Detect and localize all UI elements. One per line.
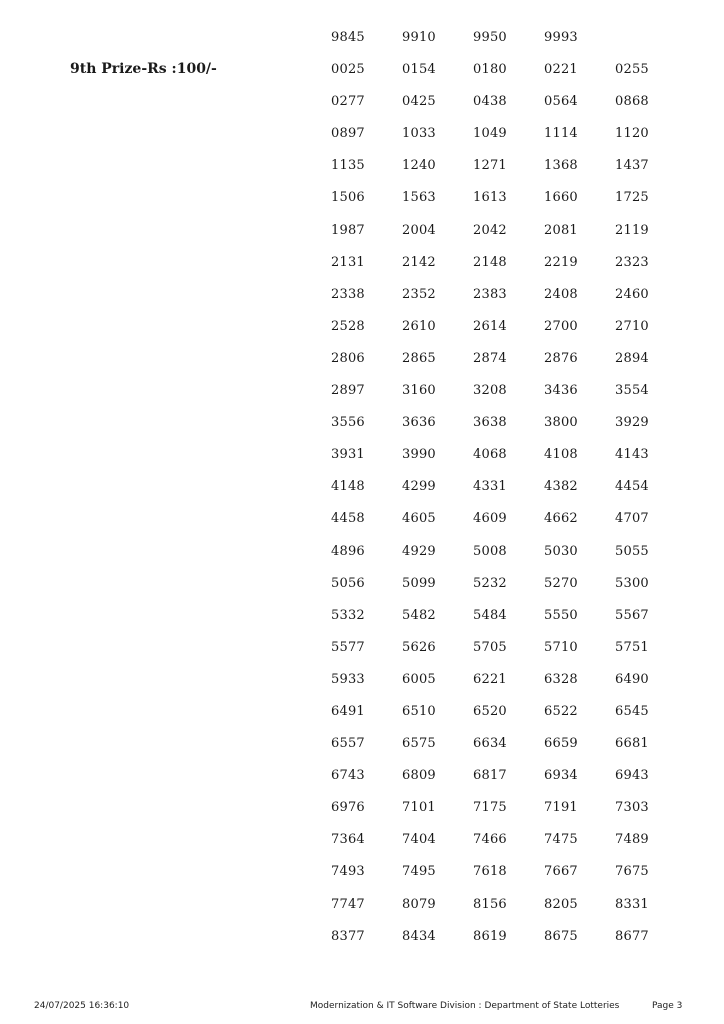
ticket-number: 2806 (331, 350, 365, 366)
ticket-number: 5751 (615, 639, 649, 655)
ticket-number: 9845 (331, 30, 365, 45)
ticket-row (331, 223, 686, 255)
ticket-number: 4929 (402, 543, 436, 559)
ticket-number: 2219 (544, 254, 578, 270)
ticket-number: 2119 (615, 222, 649, 238)
ticket-number: 3990 (402, 447, 436, 463)
ticket-number: 1114 (544, 126, 578, 142)
ticket-number: 6659 (544, 736, 578, 752)
ticket-row (331, 608, 686, 640)
ticket-row (331, 832, 686, 864)
ticket-number: 0180 (473, 62, 507, 78)
ticket-number: 5232 (473, 575, 507, 591)
ticket-number: 8331 (615, 896, 649, 912)
ticket-number: 6943 (615, 768, 649, 784)
ticket-number: 7675 (615, 864, 649, 880)
ticket-number: 5484 (473, 607, 507, 623)
ticket-number: 1613 (473, 190, 507, 206)
ticket-number: 6545 (615, 703, 649, 719)
ticket-number: 2004 (402, 222, 436, 238)
ticket-number: 6522 (544, 703, 578, 719)
ticket-number: 7475 (544, 832, 578, 848)
ticket-row (331, 319, 686, 351)
ticket-number: 7404 (402, 832, 436, 848)
ticket-number: 3636 (402, 415, 436, 431)
ticket-number: 2610 (402, 318, 436, 334)
ticket-row (331, 255, 686, 287)
footer-division-text: Modernization & IT Software Division : Department of State Lotteries (310, 1001, 620, 1011)
ticket-number: 6817 (473, 768, 507, 784)
ticket-number: 2323 (615, 254, 649, 270)
ticket-row (331, 864, 686, 896)
ticket-number: 8675 (544, 928, 578, 944)
ticket-number: 0221 (544, 62, 578, 78)
ticket-number: 3638 (473, 415, 507, 431)
ticket-number: 0564 (544, 94, 578, 110)
ticket-number: 6490 (615, 671, 649, 687)
ticket-number: 1563 (402, 190, 436, 206)
ticket-number: 4108 (544, 447, 578, 463)
ticket-number: 8156 (473, 896, 507, 912)
ticket-row (331, 929, 686, 961)
ticket-row (331, 415, 686, 447)
ticket-row (331, 479, 686, 511)
ticket-number: 2897 (331, 383, 365, 399)
ticket-number: 4454 (615, 479, 649, 495)
ticket-row (331, 30, 686, 62)
ticket-number: 6221 (473, 671, 507, 687)
ticket-number: 5933 (331, 671, 365, 687)
ticket-number: 0438 (473, 94, 507, 110)
ticket-number: 1368 (544, 158, 578, 174)
ticket-number: 8619 (473, 928, 507, 944)
ticket-number: 7101 (402, 800, 436, 816)
ticket-number: 1120 (615, 126, 649, 142)
footer-timestamp: 24/07/2025 16:36:10 (34, 1001, 130, 1011)
ticket-number: 4605 (402, 511, 436, 527)
ticket-row (331, 62, 686, 94)
ticket-number: 2338 (331, 286, 365, 302)
ticket-number: 2700 (544, 318, 578, 334)
ticket-row (331, 158, 686, 190)
ticket-number: 2528 (331, 318, 365, 334)
ticket-number-grid (331, 30, 686, 961)
ticket-row (331, 800, 686, 832)
ticket-row (331, 704, 686, 736)
ticket-number: 5332 (331, 607, 365, 623)
ticket-number: 5705 (473, 639, 507, 655)
ticket-number: 3554 (615, 383, 649, 399)
ticket-number: 6520 (473, 703, 507, 719)
ticket-number: 2710 (615, 318, 649, 334)
ticket-row (331, 544, 686, 576)
ticket-number: 6743 (331, 768, 365, 784)
ticket-number: 1987 (331, 222, 365, 238)
ticket-number: 3556 (331, 415, 365, 431)
ticket-number: 6634 (473, 736, 507, 752)
ticket-number: 8677 (615, 928, 649, 944)
ticket-number: 7495 (402, 864, 436, 880)
ticket-number: 1725 (615, 190, 649, 206)
ticket-number: 0425 (402, 94, 436, 110)
ticket-number: 4707 (615, 511, 649, 527)
ticket-number: 7618 (473, 864, 507, 880)
ticket-row (331, 351, 686, 383)
ticket-number: 5550 (544, 607, 578, 623)
ticket-number: 2408 (544, 286, 578, 302)
ticket-number: 0868 (615, 94, 649, 110)
ticket-row (331, 768, 686, 800)
ticket-row (331, 672, 686, 704)
ticket-number: 7175 (473, 800, 507, 816)
ticket-number: 8434 (402, 928, 436, 944)
ticket-number: 2874 (473, 350, 507, 366)
ticket-number: 6809 (402, 768, 436, 784)
ticket-number: 8205 (544, 896, 578, 912)
ticket-number: 6510 (402, 703, 436, 719)
ticket-number: 1660 (544, 190, 578, 206)
ticket-number: 4382 (544, 479, 578, 495)
ticket-number: 7303 (615, 800, 649, 816)
ticket-number: 0255 (615, 62, 649, 78)
ticket-number: 3160 (402, 383, 436, 399)
ticket-number: 6934 (544, 768, 578, 784)
ticket-number: 5099 (402, 575, 436, 591)
ticket-row (331, 511, 686, 543)
ticket-number: 1033 (402, 126, 436, 142)
ticket-number: 4458 (331, 511, 365, 527)
ticket-number: 1049 (473, 126, 507, 142)
ticket-row (331, 94, 686, 126)
ticket-number: 2876 (544, 350, 578, 366)
ticket-number: 3929 (615, 415, 649, 431)
ticket-row (331, 640, 686, 672)
ticket-number: 8079 (402, 896, 436, 912)
ticket-row (331, 447, 686, 479)
ticket-number: 4143 (615, 447, 649, 463)
footer-page-number: Page 3 (652, 1001, 683, 1011)
ticket-row (331, 126, 686, 158)
ticket-number: 4148 (331, 479, 365, 495)
ticket-number: 2081 (544, 222, 578, 238)
ticket-row (331, 576, 686, 608)
ticket-number: 2460 (615, 286, 649, 302)
ticket-number: 2042 (473, 222, 507, 238)
ticket-number: 7364 (331, 832, 365, 848)
ticket-number: 3800 (544, 415, 578, 431)
ticket-number: 7493 (331, 864, 365, 880)
ticket-number: 0897 (331, 126, 365, 142)
ticket-number: 3931 (331, 447, 365, 463)
prize-heading: 9th Prize-Rs :100/- (70, 61, 217, 77)
ticket-number: 5030 (544, 543, 578, 559)
ticket-number: 3208 (473, 383, 507, 399)
ticket-number: 2352 (402, 286, 436, 302)
ticket-number: 4662 (544, 511, 578, 527)
ticket-number: 2131 (331, 254, 365, 270)
ticket-number: 6005 (402, 671, 436, 687)
ticket-row (331, 736, 686, 768)
ticket-number: 4068 (473, 447, 507, 463)
ticket-number: 9993 (544, 30, 578, 45)
ticket-number: 4609 (473, 511, 507, 527)
ticket-number: 7466 (473, 832, 507, 848)
ticket-number: 9950 (473, 30, 507, 45)
ticket-number: 2148 (473, 254, 507, 270)
ticket-number: 5577 (331, 639, 365, 655)
ticket-number: 9910 (402, 30, 436, 45)
ticket-number: 6491 (331, 703, 365, 719)
ticket-number: 2142 (402, 254, 436, 270)
ticket-number: 2865 (402, 350, 436, 366)
ticket-number: 6557 (331, 736, 365, 752)
ticket-row (331, 897, 686, 929)
ticket-number: 5008 (473, 543, 507, 559)
ticket-number: 0025 (331, 62, 365, 78)
ticket-number: 4331 (473, 479, 507, 495)
ticket-number: 7747 (331, 896, 365, 912)
ticket-number: 0277 (331, 94, 365, 110)
ticket-number: 7191 (544, 800, 578, 816)
ticket-number: 5300 (615, 575, 649, 591)
ticket-number: 6976 (331, 800, 365, 816)
ticket-row (331, 383, 686, 415)
ticket-number: 5710 (544, 639, 578, 655)
ticket-number: 5056 (331, 575, 365, 591)
ticket-number: 1437 (615, 158, 649, 174)
ticket-number: 6328 (544, 671, 578, 687)
ticket-number: 2383 (473, 286, 507, 302)
ticket-row (331, 287, 686, 319)
ticket-number: 1506 (331, 190, 365, 206)
ticket-number: 5270 (544, 575, 578, 591)
ticket-number: 5626 (402, 639, 436, 655)
ticket-number: 6575 (402, 736, 436, 752)
ticket-number: 1240 (402, 158, 436, 174)
ticket-number: 4299 (402, 479, 436, 495)
ticket-number: 4896 (331, 543, 365, 559)
ticket-number: 2614 (473, 318, 507, 334)
ticket-number: 7489 (615, 832, 649, 848)
ticket-number: 0154 (402, 62, 436, 78)
ticket-number: 1135 (331, 158, 365, 174)
ticket-number: 5482 (402, 607, 436, 623)
ticket-row (331, 190, 686, 222)
ticket-number: 2894 (615, 350, 649, 366)
ticket-number: 3436 (544, 383, 578, 399)
ticket-number: 7667 (544, 864, 578, 880)
ticket-number: 5567 (615, 607, 649, 623)
ticket-number: 6681 (615, 736, 649, 752)
ticket-number: 5055 (615, 543, 649, 559)
ticket-number: 8377 (331, 928, 365, 944)
ticket-number: 1271 (473, 158, 507, 174)
